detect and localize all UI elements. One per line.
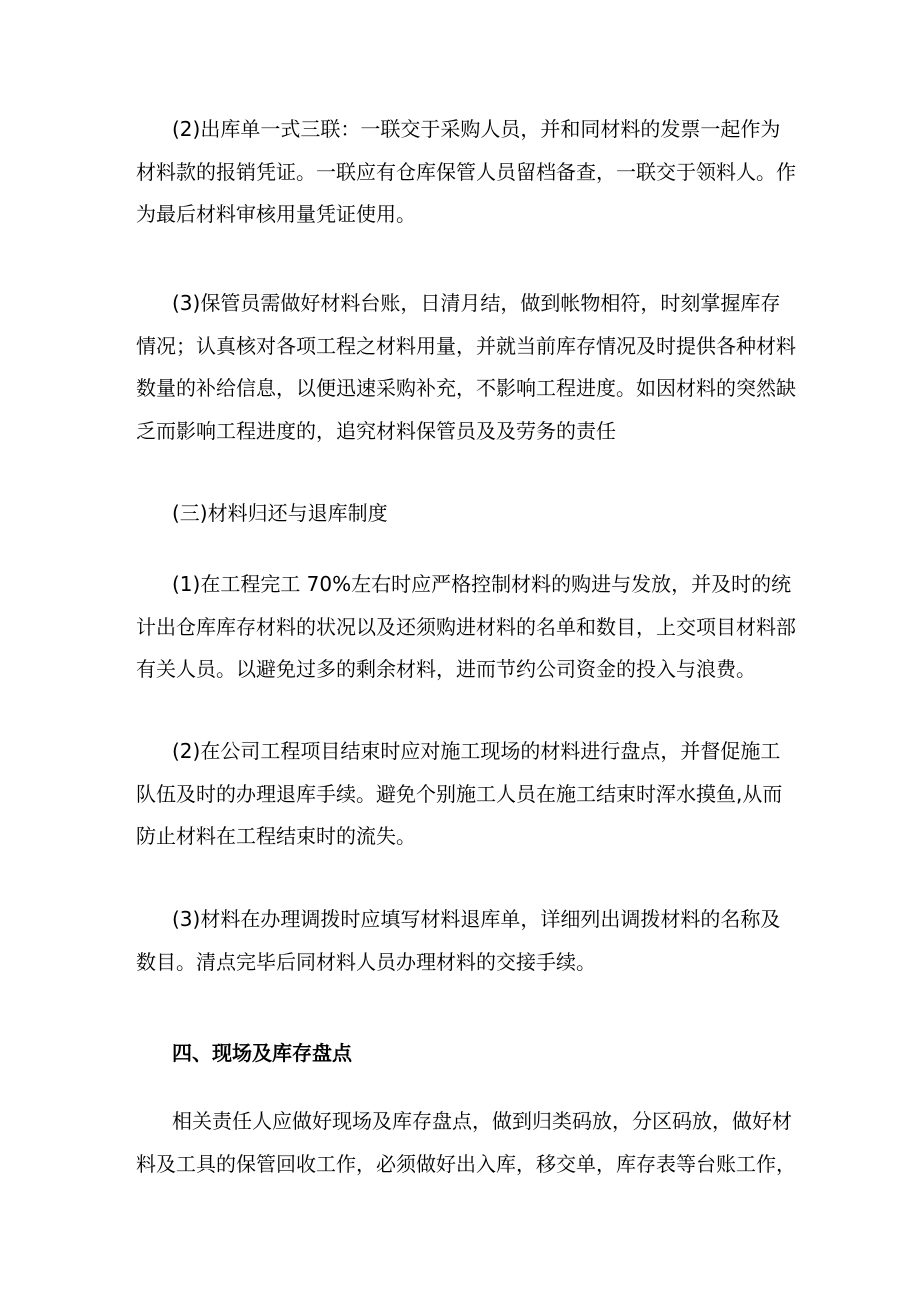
paragraph-material-ledger: (3)保管员需做好材料台账，日清月结，做到帐物相符，时刻掌握库存情况；认真核对各项工程之材料用量，并就当前库存情况及时提供各种材料数量的补给信息，以便迅速采购补充，不影响工程进度。如因材料的突然缺乏而影响工程进度的，追究材料保管员及及劳务的责任 (136, 291, 796, 443)
paragraph-project-end-inventory: (2)在公司工程项目结束时应对施工现场的材料进行盘点，并督促施工队伍及时的办理退库手续。避免个别施工人员在施工结束时浑水摸鱼,从而防止材料在工程结束时的流失。 (136, 739, 783, 848)
paragraph-transfer-return-slip: (3)材料在办理调拨时应填写材料退库单，详细列出调拨材料的名称及数目。清点完毕后同材料人员办理材料的交接手续。 (136, 907, 781, 974)
paragraph-inventory-responsibility: 相关责任人应做好现场及库存盘点，做到归类码放，分区码放，做好材料及工具的保管回收工作，必须做好出入库，移交单，库存表等台账工作， (136, 1109, 796, 1176)
section-heading-site-inventory: 四、现场及库存盘点 (172, 1041, 352, 1065)
paragraph-completion-control: (1)在工程完工 70%左右时应严格控制材料的购进与发放，并及时的统计出仓库库存材料的状况以及还须购进材料的名单和数目，上交项目材料部有关人员。以避免过多的剩余材料，进而节约公司资金的投入与浪费。 (136, 572, 796, 681)
section-title-material-return: (三)材料归还与退库制度 (172, 501, 388, 525)
paragraph-outbound-slip: (2)出库单一式三联：一联交于采购人员，并和同材料的发票一起作为材料款的报销凭证。一联应有仓库保管人员留档备查，一联交于领料人。作为最后材料审核用量凭证使用。 (136, 117, 796, 226)
